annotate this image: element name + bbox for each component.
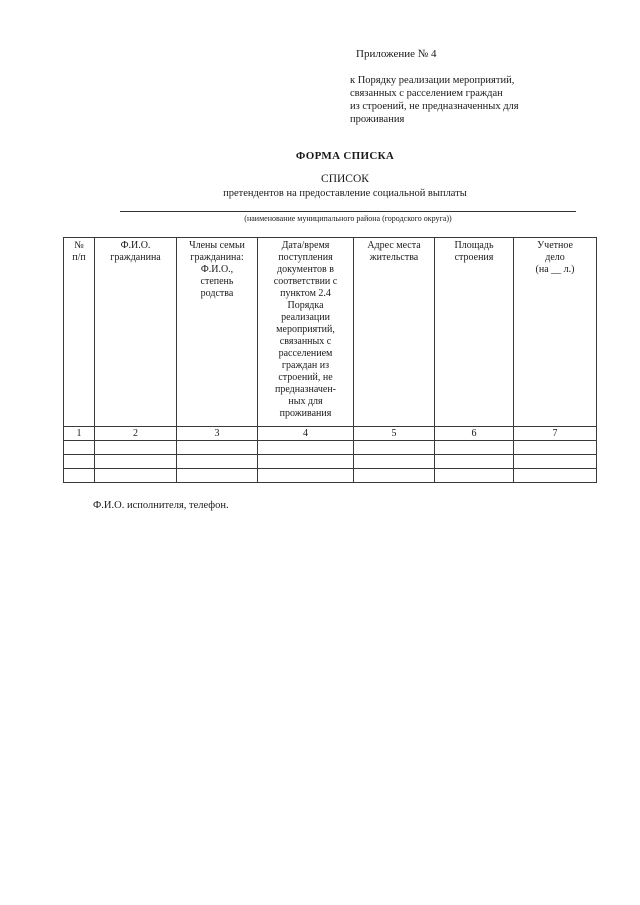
column-header-line: соответствии с	[273, 276, 338, 287]
table-cell	[177, 441, 258, 455]
column-number: 2	[95, 427, 177, 441]
table-cell	[64, 441, 95, 455]
table-cell	[258, 469, 354, 483]
name-underline	[120, 211, 576, 212]
table-cell	[354, 441, 435, 455]
table-cell	[177, 469, 258, 483]
column-header-line: степень	[200, 276, 234, 287]
table-cell	[64, 455, 95, 469]
column-header-line: Ф.И.О.	[120, 240, 151, 251]
column-header-line: дело	[545, 252, 565, 263]
column-header	[354, 238, 435, 427]
column-header-line: пунктом 2.4	[280, 288, 331, 299]
column-number: 4	[258, 427, 354, 441]
column-header	[177, 238, 258, 427]
column-number: 5	[354, 427, 435, 441]
column-header-line: предназначен-	[274, 384, 337, 395]
column-header-line: п/п	[72, 252, 86, 263]
appendix-note-line: проживания	[350, 114, 405, 125]
column-header-line: гражданина	[110, 252, 161, 263]
column-header-line: Дата/время	[281, 240, 330, 251]
table-cell	[354, 469, 435, 483]
list-subtitle: претендентов на предоставление социальной выплаты	[223, 188, 467, 199]
name-caption: (наименование муниципального района (городского округа))	[244, 214, 452, 223]
table-row	[64, 469, 597, 483]
column-number: 3	[177, 427, 258, 441]
column-header-line: Ф.И.О.,	[200, 264, 234, 275]
column-number: 6	[435, 427, 514, 441]
column-header-line: строений, не	[278, 372, 333, 383]
table-cell	[354, 455, 435, 469]
list-table	[63, 237, 597, 483]
table-cell	[258, 455, 354, 469]
column-header-line: (на __ л.)	[535, 264, 575, 275]
column-header-line: связанных с	[279, 336, 332, 347]
table-cell	[95, 469, 177, 483]
column-header-line: проживания	[279, 408, 332, 419]
list-table-wrap	[63, 237, 597, 483]
column-number-row	[64, 427, 597, 441]
executor-line: Ф.И.О. исполнителя, телефон.	[93, 500, 229, 511]
table-cell	[514, 469, 597, 483]
column-header	[258, 238, 354, 427]
table-cell	[435, 469, 514, 483]
table-cell	[95, 441, 177, 455]
column-number: 7	[514, 427, 597, 441]
appendix-note	[350, 74, 600, 126]
column-header-line: №	[74, 240, 84, 251]
table-header-row	[64, 238, 597, 427]
table-cell	[435, 441, 514, 455]
column-header-line: Адрес места	[367, 240, 421, 251]
column-header-line: граждан из	[281, 360, 330, 371]
appendix-note-line: связанных с расселением граждан	[350, 88, 503, 99]
table-cell	[514, 455, 597, 469]
column-header-line: документов в	[277, 264, 334, 275]
column-header-line: строения	[454, 252, 494, 263]
column-header-line: ных для	[288, 396, 323, 407]
table-cell	[258, 441, 354, 455]
column-header-line: Порядка	[287, 300, 324, 311]
appendix-title: Приложение № 4	[356, 48, 437, 60]
column-header	[95, 238, 177, 427]
column-header-line: Члены семьи	[189, 240, 245, 251]
column-header-line: мероприятий,	[276, 324, 335, 335]
appendix-note-line: к Порядку реализации мероприятий,	[350, 75, 515, 86]
column-header	[435, 238, 514, 427]
table-cell	[435, 455, 514, 469]
table-cell	[514, 441, 597, 455]
table-cell	[95, 455, 177, 469]
column-header	[514, 238, 597, 427]
column-header-line: Площадь	[454, 240, 494, 251]
column-header-line: Учетное	[537, 240, 573, 251]
column-header-line: родства	[200, 288, 234, 299]
column-header-line: жительства	[369, 252, 419, 263]
column-header	[64, 238, 95, 427]
column-header-line: гражданина:	[190, 252, 244, 263]
table-cell	[177, 455, 258, 469]
column-header-line: поступления	[278, 252, 333, 263]
table-row	[64, 455, 597, 469]
column-header-line: реализации	[281, 312, 330, 323]
form-title: ФОРМА СПИСКА	[295, 150, 395, 162]
list-title: СПИСОК	[321, 173, 369, 185]
table-cell	[64, 469, 95, 483]
column-number: 1	[64, 427, 95, 441]
table-row	[64, 441, 597, 455]
column-header-line: расселением	[278, 348, 333, 359]
appendix-note-line: из строений, не предназначенных для	[350, 101, 519, 112]
